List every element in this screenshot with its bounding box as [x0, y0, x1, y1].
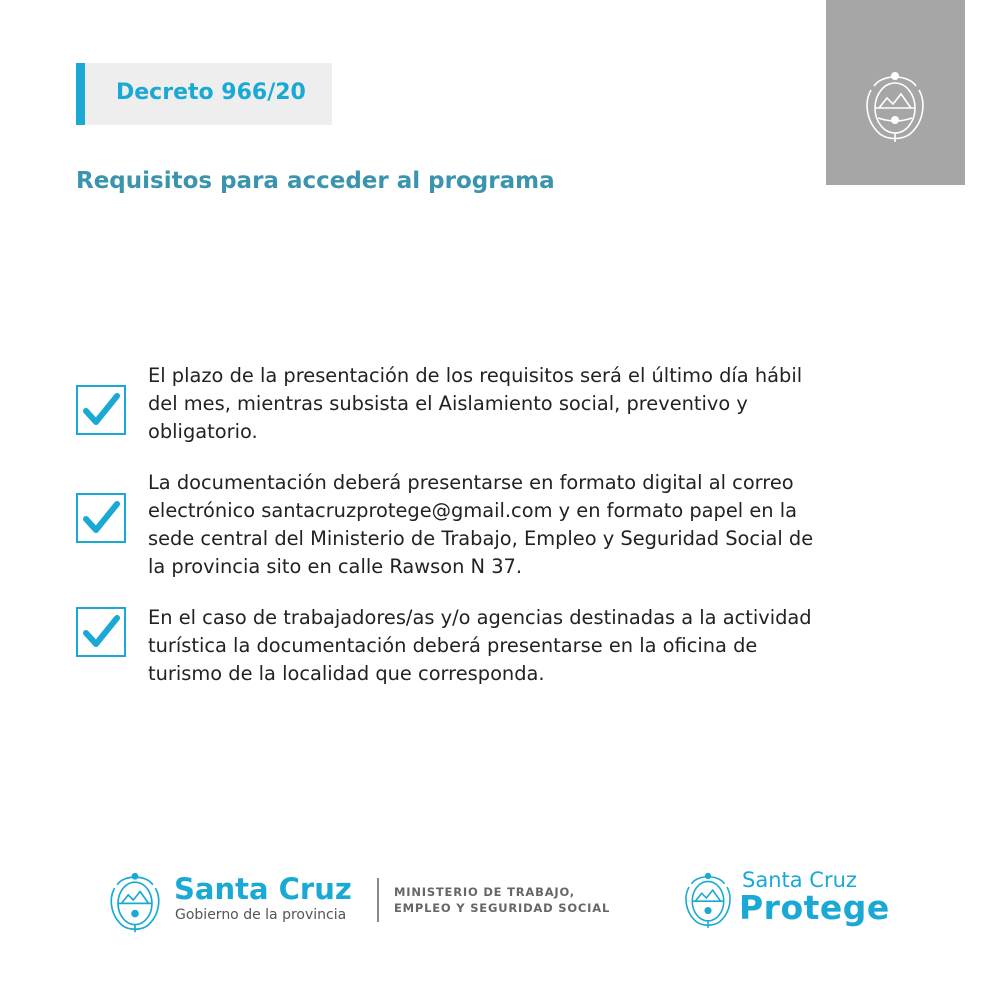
requirement-line: La documentación deberá presentarse en formato digital al correo: [148, 471, 794, 494]
ministry-name-line1: MINISTERIO DE TRABAJO,: [394, 885, 575, 899]
program-top-text: Santa Cruz: [742, 868, 857, 892]
requirement-text: [148, 604, 926, 688]
requirement-line: El plazo de la presentación de los requisitos será el último día hábil: [148, 364, 803, 387]
provincial-shield-icon: [862, 64, 928, 144]
ministry-name-line2: EMPLEO Y SEGURIDAD SOCIAL: [394, 901, 611, 915]
requirement-line: sede central del Ministerio de Trabajo, Empleo y Seguridad Social de: [148, 527, 814, 550]
footer-government-logo: [107, 866, 627, 936]
requirement-line: la provincia sito en calle Rawson N 37.: [148, 555, 523, 578]
requirement-item: [76, 469, 926, 581]
requirement-line: turística la documentación deberá presentarse en la oficina de: [148, 634, 758, 657]
requirement-item: [76, 362, 926, 446]
program-name: Protege: [739, 888, 890, 927]
corner-panel: [826, 0, 965, 185]
requirement-line: En el caso de trabajadores/as y/o agencias destinadas a la actividad: [148, 606, 812, 629]
requirement-line: del mes, mientras subsista el Aislamiento social, preventivo y: [148, 392, 748, 415]
provincial-shield-icon: [682, 866, 734, 930]
requirement-line: obligatorio.: [148, 420, 258, 443]
brand-subtitle: Gobierno de la provincia: [175, 907, 347, 923]
requirements-list: [76, 362, 926, 711]
checkmark-icon: [76, 385, 126, 435]
footer-program-logo: [682, 866, 912, 936]
requirement-line: electrónico santacruzprotege@gmail.com y en formato papel en la: [148, 499, 797, 522]
requirement-line: turismo de la localidad que corresponda.: [148, 662, 545, 685]
provincial-shield-icon: [107, 866, 163, 934]
requirement-text: [148, 362, 926, 446]
footer-divider: [377, 878, 379, 922]
brand-name: Santa Cruz: [174, 872, 352, 906]
page-title: Requisitos para acceder al programa: [76, 168, 555, 194]
decree-tag: [76, 63, 332, 125]
decree-label: Decreto 966/20: [116, 80, 306, 105]
checkmark-icon: [76, 607, 126, 657]
checkmark-icon: [76, 493, 126, 543]
requirement-item: [76, 604, 926, 688]
requirement-text: [148, 469, 926, 581]
